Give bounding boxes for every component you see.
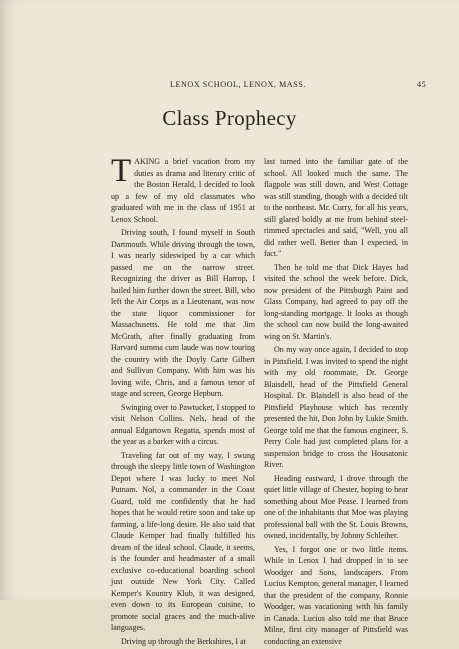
running-title: LENOX SCHOOL, LENOX, MASS. — [170, 80, 306, 89]
paragraph: Then he told me that Dick Hayes had visited the school the week before. Dick, now president of the Pittsburgh Paint and Glass Company, had agreed to pay off the long-standing mortgage. It looks as though the school can now build the long-awaited wing on St. Martin's. — [264, 262, 408, 341]
paragraph: Yes, I forgot one or two little items. While in Lenox I had dropped in to see Woodger and Sons, landscapers. From Lucius Kempton, general manager, I learned that the president of the company, Ronnie Woodger, was vacationing with his family in Canada. Lucius also told me that Bruce Milne, first city manager of Pittsfield was conducting an extensive — [264, 544, 408, 646]
running-header — [0, 80, 459, 94]
paragraph — [111, 153, 255, 225]
left-column — [111, 153, 255, 649]
paragraph: Swinging over to Pawtucket, I stopped to visit Nelson Collins. Nels, head of the annual Edgartown Regatta, spends most of the year as a barker with a circus. — [111, 402, 255, 446]
paragraph-text: AKING a brief vacation from my duties as drama and literary critic of the Boston Herald, I decided to look up a few of my old classmates who graduated with me in the class of 1951 at Lenox School. — [111, 157, 255, 224]
paragraph: Heading eastward, I drove through the quiet little village of Chester, hoping to hear something about Moe Pease. I learned from one of the inhabitants that Moe was playing professional ball with the St. Louis Browns, owned, incidentally, by Johnny Schleiher. — [264, 473, 408, 540]
paragraph: Driving south, I found myself in South Dartmouth. While driving through the town, I was nearly sideswiped by a car which passed me on the narrow street. Recognizing the driver as Bill Harrop, I hailed him further down the street. Bill, who left the Air Corps as a Lieutenant, was now the state liquor commissioner for Massachusetts. He told me that Jim McGrath, after finally graduating from Harvard summa cum laude was now touring the country with the Doyly Carte Gilbert and Sullivan Company. With him was his loving wife, Chris, and a famous tenor of stage and screen, George Hepburn. — [111, 228, 255, 398]
paragraph: On my way once again, I decided to stop in Pittsfield. I was invited to spend the night with my old roommate, Dr. George Blaisdell, head of the Pittsfield General Hospital. Dr. Blaisdell is also head of the Pittsfield Playhouse which has recently presented the hit, Don John by Lukie Smith. George told me that the famous engineer, S. Perry Cole had just completed plans for a suspension bridge to cross the Housatonic River. — [264, 345, 408, 469]
article-title: Class Prophecy — [162, 106, 297, 130]
paragraph: last turned into the familiar gate of the school. All looked much the same. The flagpole was still down, and West Cottage was still standing, though with a decided tilt to the northeast. Mr. Curry, for all his years, still glared boldly at me from behind steel-rimmed spectacles and said, "Well, you all did rather well. Better than I expected, in fact." — [264, 157, 408, 258]
right-column — [264, 156, 408, 649]
paragraph: Traveling far out of my way, I swung through the sleepy little town of Washington Depot where I was lucky to meet Nol Putnam. Nol, a commander in the Coast Guard, told me confidently that he had hopes that he would retire soon and take up farming, a life-long desire. He also said that Claude Kemper had finally fulfilled his dream of the ideal school. Claude, it seems, is the founder and headmaster of a small exclusive co-educational boarding school just outside New York City. Called Kemper's Kountry Klub, it was designed, even down to its European cuisine, to promote social graces and the much-alive languages. — [111, 450, 255, 632]
drop-cap: T — [111, 153, 132, 189]
page-number: 45 — [417, 80, 427, 89]
paragraph: Driving up through the Berkshires, I at — [121, 636, 246, 646]
